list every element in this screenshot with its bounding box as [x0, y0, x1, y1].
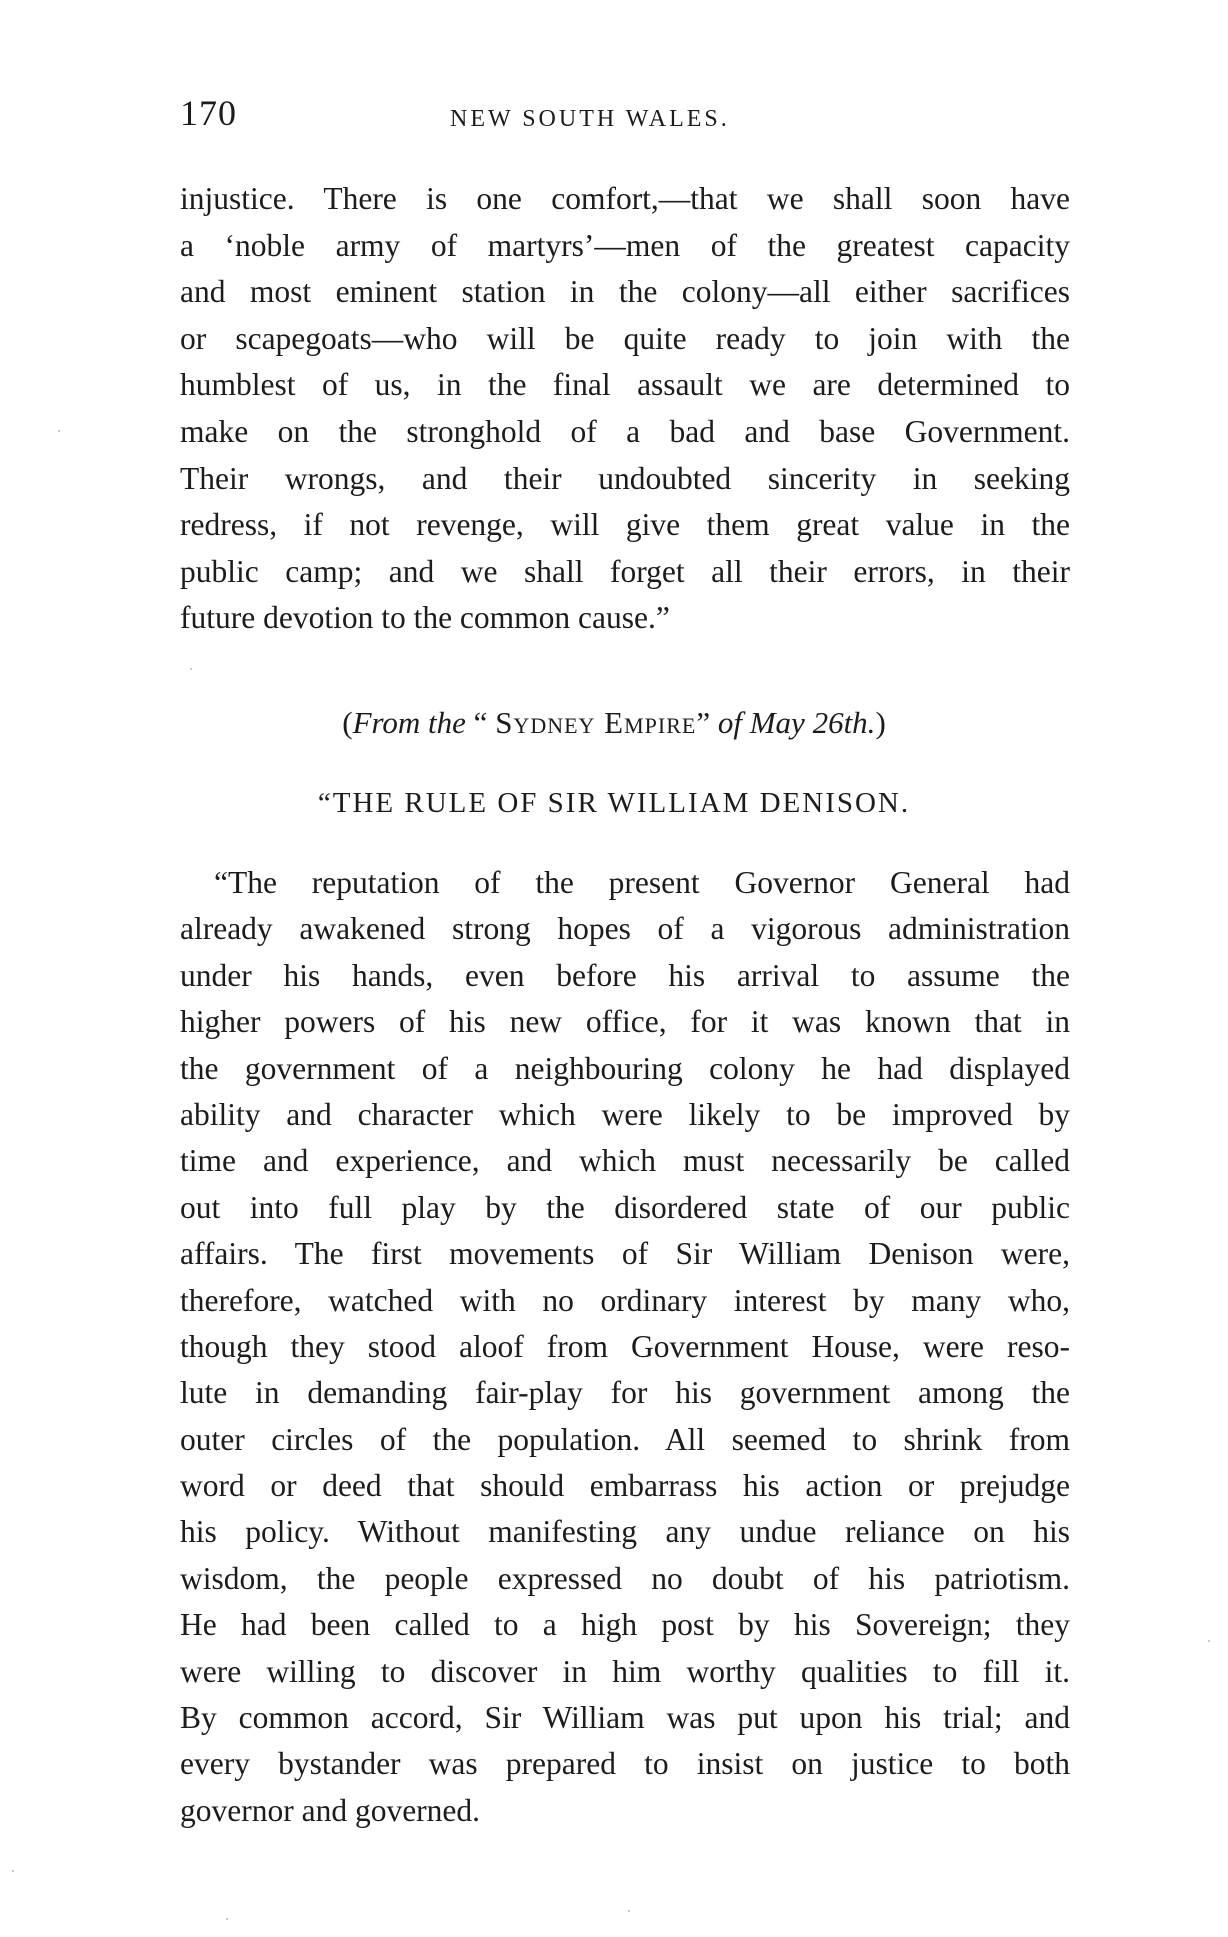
paper-speck [12, 1870, 14, 1872]
running-head [180, 92, 1070, 152]
text-line: his policy. Without manifesting any undue reliance on his [180, 1514, 1070, 1550]
text-line: “The reputation of the present Governor General had [214, 865, 1070, 900]
source-from: From the [352, 705, 466, 740]
text-line: a ‘noble army of martyrs’—men of the greatest capacity [180, 227, 1070, 263]
paper-speck [226, 1918, 228, 1920]
text-line: or scapegoats—who will be quite ready to join with the [180, 320, 1070, 356]
text-line: the government of a neighbouring colony he had displayed [180, 1050, 1070, 1086]
source-open-quote: “ [465, 705, 496, 740]
paper-speck [190, 668, 192, 670]
text-line: humblest of us, in the final assault we are determined to [180, 367, 1070, 403]
text-line: and most eminent station in the colony—all either sacrifices [180, 274, 1070, 310]
text-line: though they stood aloof from Government House, were reso- [180, 1328, 1070, 1364]
text-line: Their wrongs, and their undoubted sincerity in seeking [180, 460, 1070, 496]
text-line: lute in demanding fair-play for his government among the [180, 1375, 1070, 1411]
paper-speck [628, 1910, 630, 1912]
text-line: already awakened strong hopes of a vigorous administration [180, 911, 1070, 947]
text-line: were willing to discover in him worthy qualities to fill it. [180, 1653, 1070, 1689]
text-line: every bystander was prepared to insist on justice to both [180, 1746, 1070, 1782]
text-line: He had been called to a high post by his Sovereign; they [180, 1607, 1070, 1643]
source-close-quote: ” [696, 705, 718, 740]
text-line: therefore, watched with no ordinary interest by many who, [180, 1282, 1070, 1318]
text-line: public camp; and we shall forget all their errors, in their [180, 553, 1070, 589]
text-line: under his hands, even before his arrival to assume the [180, 957, 1070, 993]
text-line: ability and character which were likely to be improved by [180, 1096, 1070, 1132]
source-close-paren: ) [875, 705, 886, 740]
text-line: injustice. There is one comfort,—that we shall soon have [180, 181, 1070, 216]
article-heading: “THE RULE OF SIR WILLIAM DENISON. [317, 787, 911, 819]
text-line: affairs. The first movements of Sir William Denison were, [180, 1236, 1070, 1272]
source-citation [0, 700, 1228, 746]
paper-speck [58, 430, 60, 432]
text-line: future devotion to the common cause.” [180, 600, 670, 636]
paragraph-continued [180, 176, 1070, 642]
text-line: make on the stronghold of a bad and base Government. [180, 413, 1070, 449]
text-line: wisdom, the people expressed no doubt of his patriotism. [180, 1560, 1070, 1596]
text-line: outer circles of the population. All seemed to shrink from [180, 1421, 1070, 1457]
page-number: 170 [180, 93, 237, 133]
text-line: redress, if not revenge, will give them great value in the [180, 507, 1070, 543]
text-line: By common accord, Sir William was put upon his trial; and [180, 1700, 1070, 1736]
source-of: of May [717, 705, 805, 740]
text-line: out into full play by the disordered state of our public [180, 1189, 1070, 1225]
text-line: governor and governed. [180, 1792, 481, 1828]
article-paragraph [180, 860, 1070, 1834]
source-publication: Sydney Empire [495, 705, 697, 740]
source-open-paren: ( [342, 705, 353, 740]
text-line: word or deed that should embarrass his action or prejudge [180, 1468, 1070, 1504]
paper-speck [1208, 1640, 1210, 1642]
running-title: NEW SOUTH WALES. [450, 106, 730, 132]
text-line: higher powers of his new office, for it was known that in [180, 1004, 1070, 1040]
source-date: 26th. [804, 705, 876, 740]
text-line: time and experience, and which must necessarily be called [180, 1143, 1070, 1179]
